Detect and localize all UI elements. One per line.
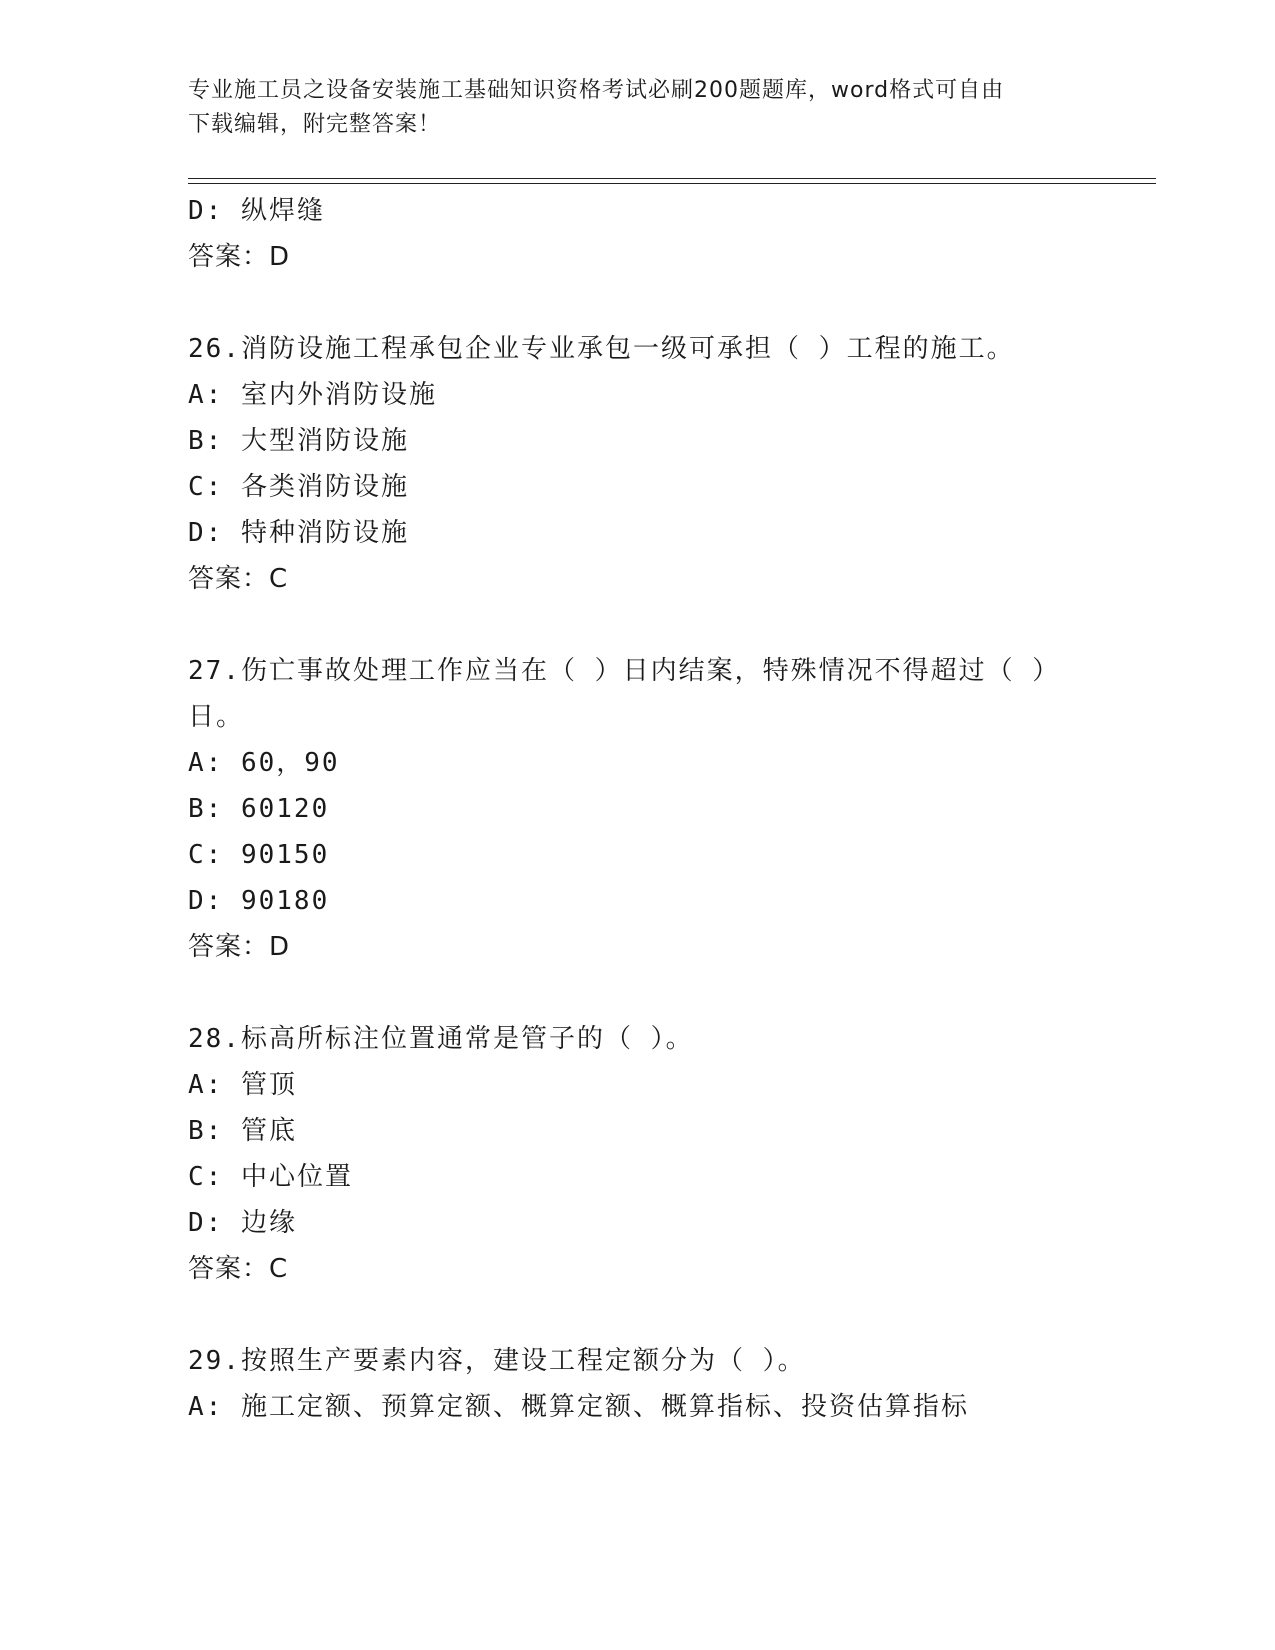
question-25-tail [188, 188, 1088, 280]
option-a: A: 60，90 [188, 748, 340, 778]
option-b: B: 大型消防设施 [188, 426, 409, 456]
option-c: C: 中心位置 [188, 1162, 353, 1192]
question-text-line-1: 27.伤亡事故处理工作应当在（ ）日内结案，特殊情况不得超过（ ） [188, 656, 1061, 686]
question-text: 26.消防设施工程承包企业专业承包一级可承担（ ）工程的施工。 [188, 334, 1015, 364]
option-d: D: 边缘 [188, 1208, 297, 1238]
document-header [188, 74, 1088, 142]
option-d: D: 90180 [188, 886, 330, 916]
option-a: A: 室内外消防设施 [188, 380, 437, 410]
option-a: A: 施工定额、预算定额、概算定额、概算指标、投资估算指标 [188, 1392, 969, 1422]
question-26 [188, 326, 1088, 602]
header-line-2: 下载编辑，附完整答案！ [188, 112, 442, 137]
answer-label: 答案：D [188, 932, 291, 962]
header-rule-top [188, 178, 1156, 179]
spacer [188, 970, 1088, 1016]
answer-label: 答案：D [188, 242, 291, 272]
question-27 [188, 648, 1088, 970]
option-d: D: 纵焊缝 [188, 196, 325, 226]
question-text: 29.按照生产要素内容，建设工程定额分为（ ）。 [188, 1346, 806, 1376]
answer-label: 答案：C [188, 1254, 289, 1284]
spacer [188, 280, 1088, 326]
answer-label: 答案：C [188, 564, 289, 594]
question-29 [188, 1338, 1088, 1430]
header-line-1: 专业施工员之设备安装施工基础知识资格考试必刷200题题库，word格式可自由 [188, 78, 1005, 103]
spacer [188, 1292, 1088, 1338]
option-b: B: 管底 [188, 1116, 297, 1146]
option-b: B: 60120 [188, 794, 330, 824]
header-rule-bottom [188, 183, 1156, 184]
option-a: A: 管顶 [188, 1070, 297, 1100]
question-text-line-2: 日。 [188, 702, 245, 732]
option-c: C: 各类消防设施 [188, 472, 409, 502]
spacer [188, 602, 1088, 648]
question-28 [188, 1016, 1088, 1292]
question-text: 28.标高所标注位置通常是管子的（ ）。 [188, 1024, 694, 1054]
option-c: C: 90150 [188, 840, 330, 870]
option-d: D: 特种消防设施 [188, 518, 409, 548]
question-list [188, 188, 1088, 1430]
